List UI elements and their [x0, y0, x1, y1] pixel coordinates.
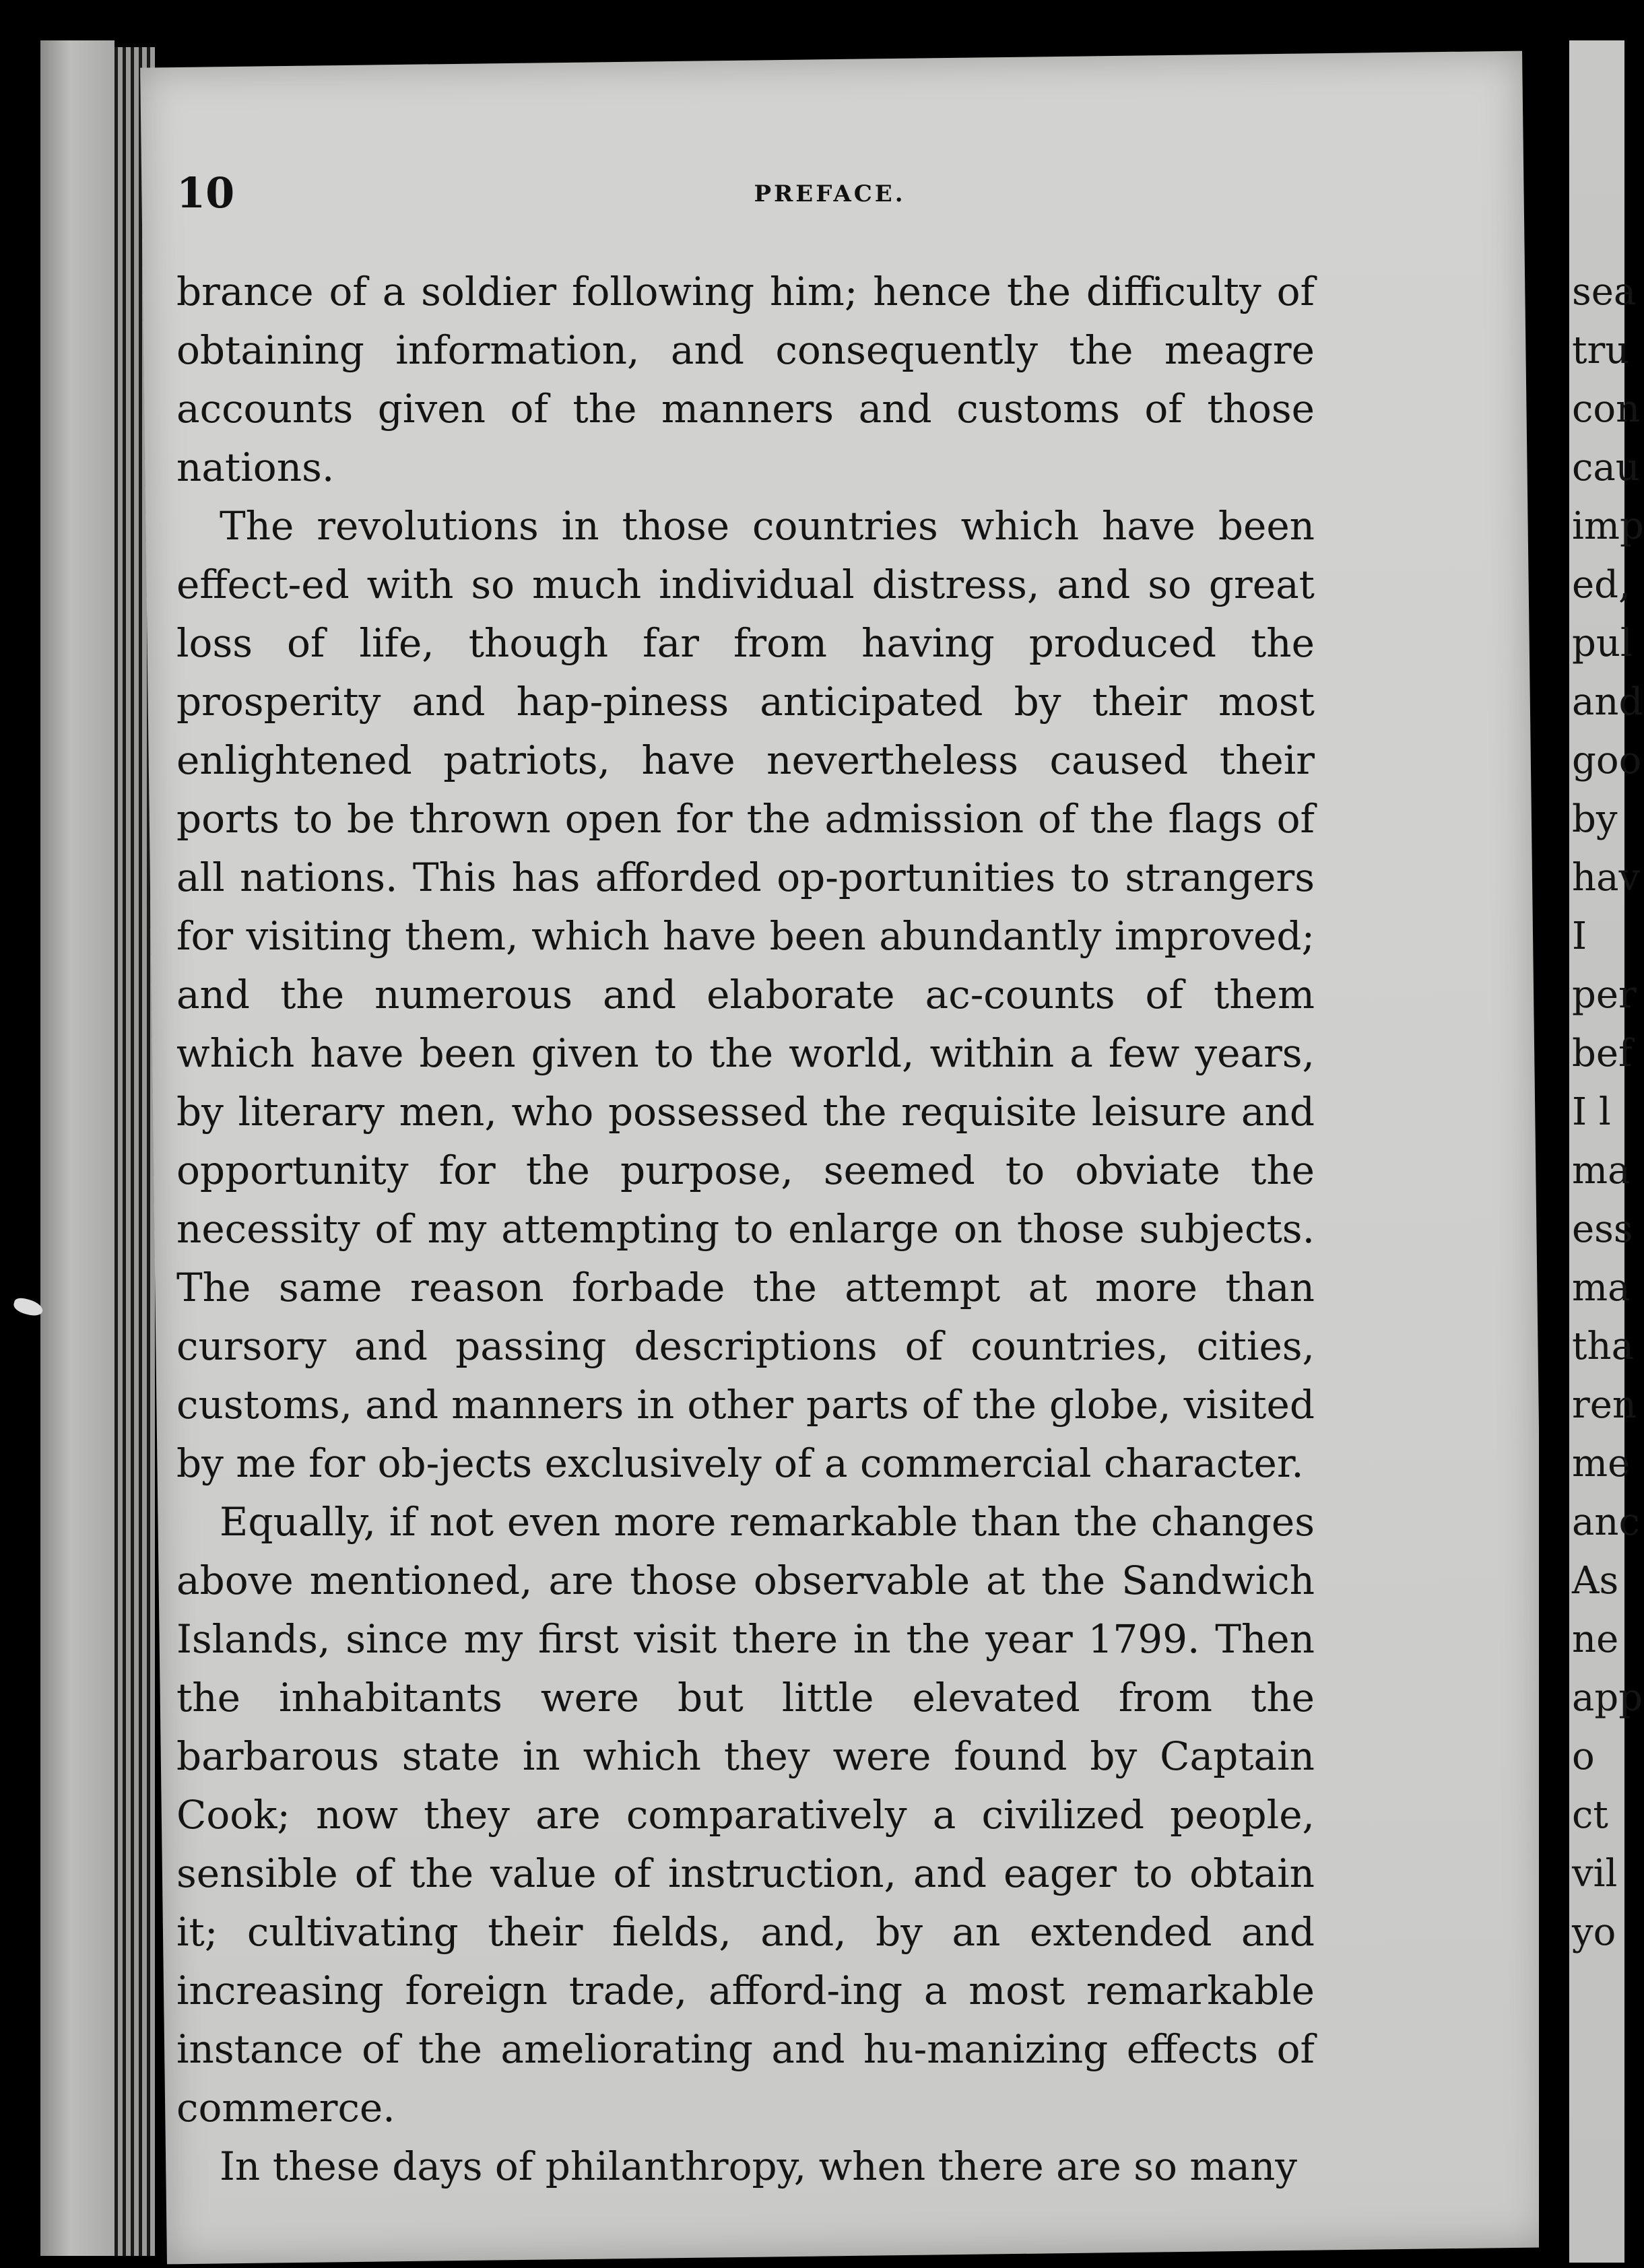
facing-page [1569, 40, 1644, 2263]
left-page-margin [40, 40, 114, 2256]
paragraph-continuation: brance of a soldier following him; hence the difficulty of obtaining information, and consequently the meagre accounts given of the manners and customs of those nations. [176, 269, 1315, 490]
paragraph-revolutions: The revolutions in those countries which have been effect-ed with so much individual distress, and so great loss of life, though far from having produced the prosperity and hap-piness anticipated by their most enlightened patriots, have nevertheless caused their ports to be thrown open for the admission of the flags of all nations. This has afforded op-portunities to strangers for visiting them, which have been abundantly improved; and the numerous and elaborate ac-counts of them which have been given to the world, within a few years, by literary men, who possessed the requisite leisure and opportunity for the purpose, seemed to obviate the necessity of my attempting to enlarge on those subjects. The same reason forbade the attempt at more than cursory and passing descriptions of countries, cities, customs, and manners in other parts of the globe, visited by me for ob-jects exclusively of a commercial character. [176, 503, 1315, 1486]
paragraph-philanthropy: In these days of philanthropy, when there are so many [220, 2143, 1298, 2189]
section-title: PREFACE. [754, 180, 906, 207]
page-number: 10 [176, 168, 235, 218]
running-head [176, 168, 1483, 229]
preface-body-text [176, 263, 1315, 2196]
facing-page-text-fragments: sea tru con cau imp ed, pul and goo by hav I per bef I l ma ess ma tha ren me anc As ne app o ct vil yo [1572, 270, 1644, 1954]
paragraph-sandwich-islands: Equally, if not even more remarkable than the changes above mentioned, are those observable at the Sandwich Islands, since my first visit there in the year 1799. Then the inhabitants were but little elevated from the barbarous state in which they were found by Captain Cook; now they are comparatively a civilized people, sensible of the value of instruction, and eager to obtain it; cultivating their fields, and, by an extended and increasing foreign trade, afford-ing a most remarkable instance of the ameliorating and hu-manizing effects of commerce. [176, 1499, 1315, 2131]
dust-speck [12, 1296, 44, 1319]
